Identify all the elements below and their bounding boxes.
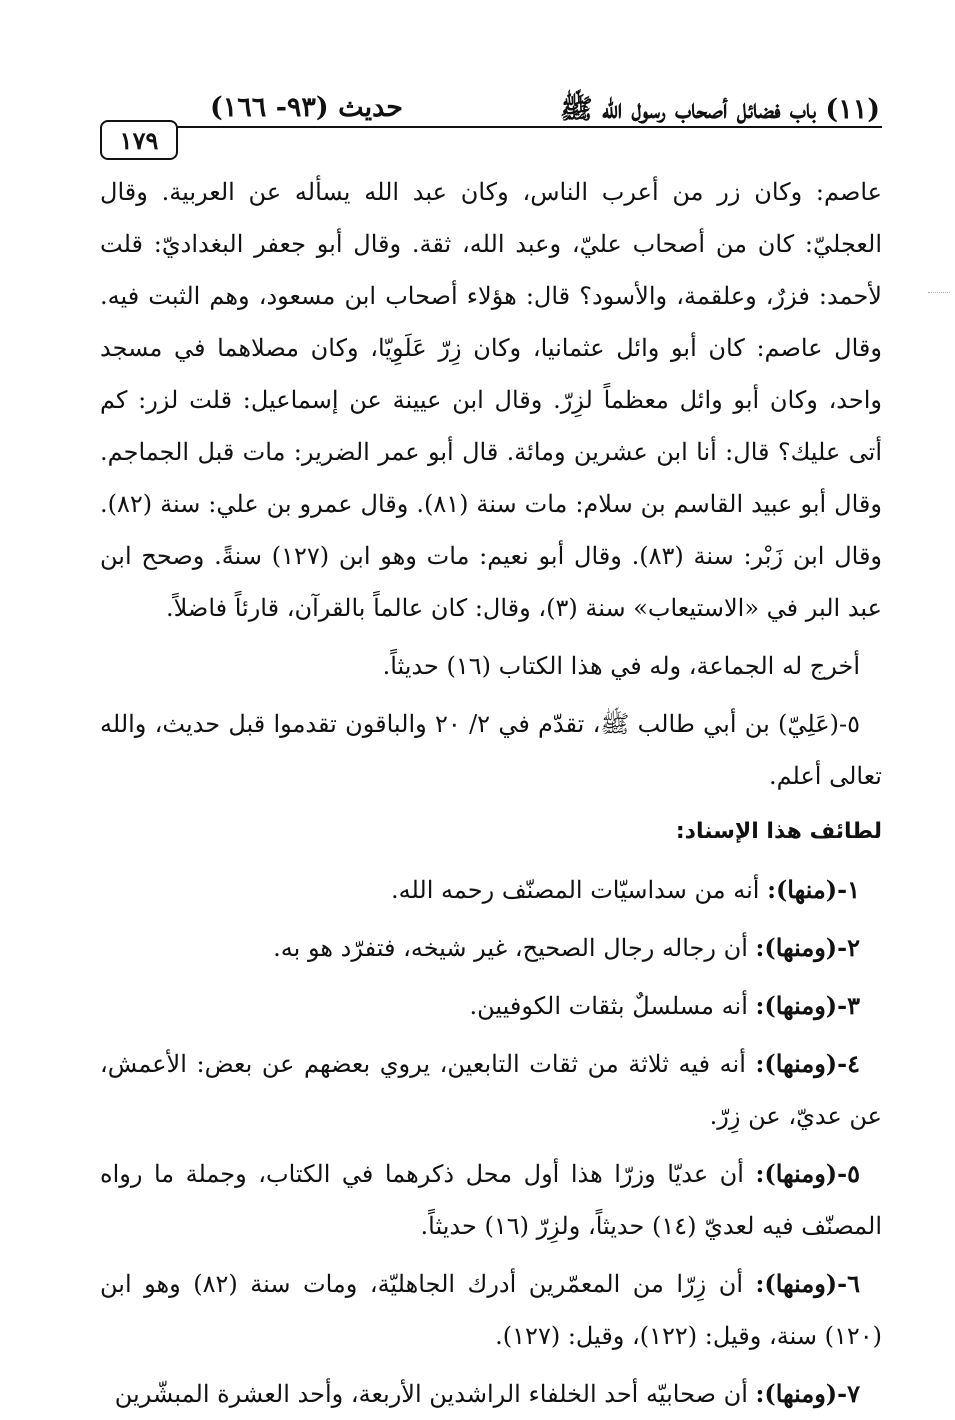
paragraph-narrator-ali: ٥-(عَلِيّ) بن أبي طالب ﷺ، تقدّم في ٢/ ٢٠ والباقون تقدموا قبل حديث، والله تعالى أعلم.: [100, 710, 882, 790]
chapter-title: (١١) باب فضائل أصحاب رسول الله ﷺ: [559, 94, 880, 125]
point-text: أن زِرّا من المعمّرين أدرك الجاهليّة، ومات سنة (٨٢) وهو ابن (١٢٠) سنة، وقيل: (١٢٢)، وقيل: (١٢٧).: [100, 1270, 882, 1350]
point-text: أن رجاله رجال الصحيح، غير شيخه، فتفرّد هو به.: [273, 934, 748, 962]
point-item: [100, 1038, 882, 1142]
running-header: [100, 86, 880, 130]
point-label: ٣-(ومنها):: [755, 991, 860, 1020]
point-item: [100, 864, 882, 916]
point-item: [100, 1368, 882, 1420]
hadith-range: حديث (٩٣- ١٦٦): [210, 92, 403, 123]
point-label: ٦-(ومنها):: [755, 1269, 860, 1298]
margin-mark: [928, 292, 950, 293]
point-text: أن صحابيّه أحد الخلفاء الراشدين الأربعة، وأحد العشرة المبشّرين: [114, 1380, 748, 1408]
point-text: أنه فيه ثلاثة من ثقات التابعين، يروي بعضهم عن بعض: الأعمش، عن عديّ، عن زِرّ.: [100, 1050, 882, 1130]
point-item: [100, 922, 882, 974]
section-heading: لطائف هذا الإسناد:: [675, 819, 882, 844]
point-label: ١-(منها):: [767, 875, 860, 904]
point-label: ٧-(ومنها):: [755, 1379, 860, 1408]
paragraph-takhrij: أخرج له الجماعة، وله في هذا الكتاب (١٦) حديثاً.: [382, 652, 860, 680]
point-text: أنه من سداسيّات المصنّف رحمه الله.: [390, 876, 760, 904]
page-number: ١٧٩: [100, 120, 178, 160]
point-label: ٤-(ومنها):: [755, 1049, 860, 1078]
point-item: [100, 1258, 882, 1362]
point-label: ٥-(ومنها):: [755, 1159, 860, 1188]
point-text: أن عديّا وزرّا هذا أول محل ذكرهما في الكتاب، وجملة ما رواه المصنّف فيه لعديّ (١٤) حديثاً، ولزِرّ (١٦) حديثاً.: [100, 1160, 882, 1240]
point-item: [100, 980, 882, 1032]
point-label: ٢-(ومنها):: [755, 933, 860, 962]
point-text: أنه مسلسلٌ بثقات الكوفيين.: [469, 992, 748, 1020]
point-item: [100, 1148, 882, 1252]
header-rule: [176, 126, 882, 128]
body-text: [100, 166, 882, 1420]
paragraph-narrator-bio: عاصم: وكان زر من أعرب الناس، وكان عبد الله يسأله عن العربية. وقال العجليّ: كان من أصحاب عليّ، وعبد الله، ثقة. وقال أبو جعفر البغداديّ: قلت لأحمد: فزرٌ، وعلقمة، والأسود؟ قال: هؤلاء أصحاب ابن مسعود، وهم الثبت فيه. وقال عاصم: كان أبو وائل عثمانيا، وكان زِرّ عَلَوِيّا، وكان مصلاهما في مسجد واحد، وكان أبو وائل معظماً لزِرّ. وقال ابن عيينة عن إسماعيل: قلت لزر: كم أتى عليك؟ قال: أنا ابن عشرين ومائة. قال أبو عمر الضرير: مات قبل الجماجم. وقال أبو عبيد القاسم بن سلام: مات سنة (٨١). وقال عمرو بن علي: سنة (٨٢). وقال ابن زَبْر: سنة (٨٣). وقال أبو نعيم: مات وهو ابن (١٢٧) سنةً. وصحح ابن عبد البر في «الاستيعاب» سنة (٣)، وقال: كان عالماً بالقرآن، قارئاً فاضلاً.: [100, 178, 883, 622]
